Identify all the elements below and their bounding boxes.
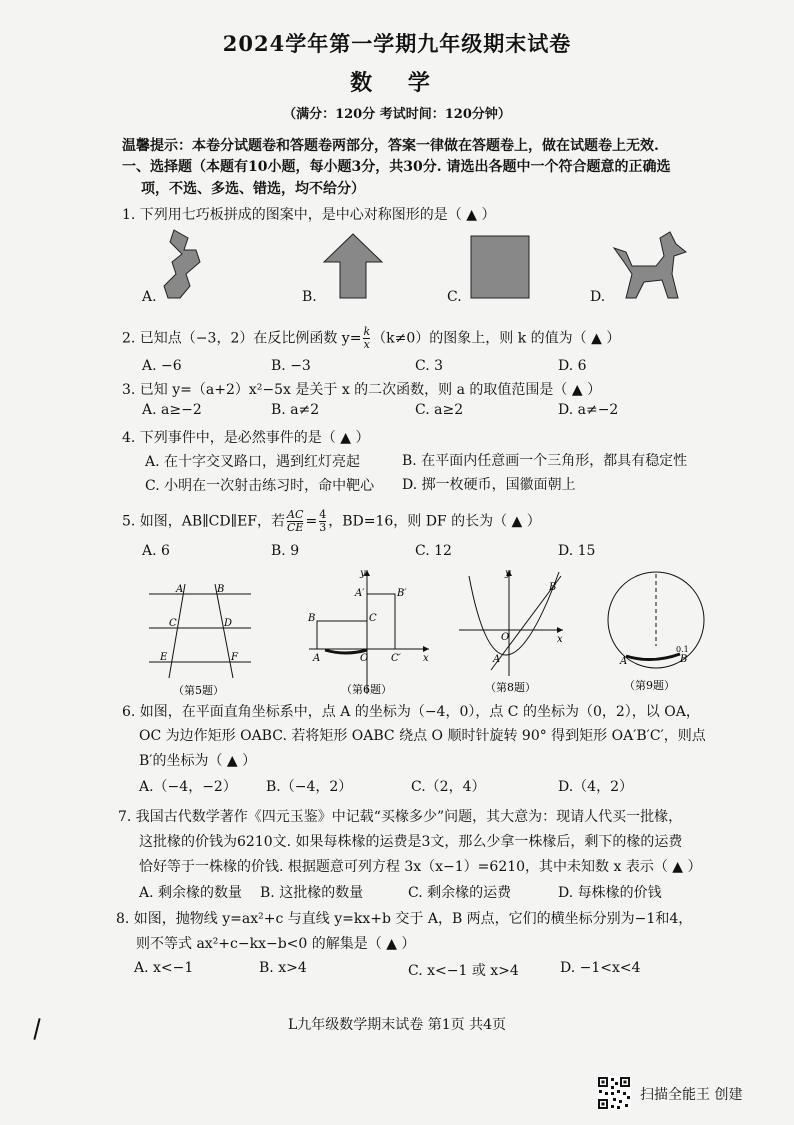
fig6-label-b-prime: B′: [397, 588, 407, 599]
q5-fraction: [287, 509, 303, 534]
q5-frac-den: CE: [287, 521, 304, 534]
figure-6: [305, 566, 435, 698]
q2-option-c: C. 3: [415, 358, 444, 374]
q7-option-d: D. 每株椽的价钱: [558, 885, 662, 901]
q5-option-c: C. 12: [415, 543, 452, 559]
q3-option-c: C. a≥2: [415, 402, 464, 418]
q4-option-c: C. 小明在一次射击练习时，命中靶心: [145, 478, 375, 494]
fig6-label-o: O: [360, 653, 369, 664]
q2-option-a: A. −6: [142, 358, 182, 374]
q3-stem: 3. 已知 y=（a+2）x²−5x 是关于 x 的二次函数，则 a 的取值范围是（ ▲ ）: [122, 382, 602, 398]
q5-frac-num: AC: [287, 508, 304, 521]
fig6-label-y: y: [360, 568, 366, 579]
fig5-label-f: F: [231, 652, 238, 663]
fig8-label-a: A: [493, 654, 501, 665]
q8-option-a: A. x<−1: [134, 960, 194, 976]
q5-stem: [122, 509, 541, 534]
fig6-label-b: B: [308, 613, 316, 624]
q1-option-d: D.: [590, 289, 606, 305]
q4-option-b: B. 在平面内任意画一个三角形，都具有稳定性: [402, 453, 688, 469]
fig9-label-b: B: [680, 654, 688, 665]
q8-option-b: B. x>4: [259, 960, 307, 976]
fig8-label-o: O: [501, 632, 510, 643]
q6-option-a: A.（−4，−2）: [139, 779, 237, 795]
scanner-watermark: 扫描全能王 创建: [640, 1087, 743, 1103]
fig5-label-d: D: [224, 618, 233, 629]
q6-option-d: D.（4，2）: [558, 779, 633, 795]
q7-line2: 这批椽的价钱为6210文. 如果每株椽的运费是3文，那么少拿一株椽后，剩下的椽的运费: [139, 834, 683, 850]
q8-line2: 则不等式 ax²+c−kx−b<0 的解集是（ ▲ ）: [136, 936, 416, 952]
q5-option-b: B. 9: [271, 543, 300, 559]
q4-option-a: A. 在十字交叉路口，遇到红灯亮起: [145, 454, 361, 470]
q1-stem: 1. 下列用七巧板拼成的图案中，是中心对称图形的是（ ▲ ）: [122, 207, 496, 223]
fig5-label-b: B: [217, 584, 225, 595]
exam-info: （满分：120分 考试时间：120分钟）: [283, 107, 511, 122]
q2-stem-a: 2. 已知点（−3，2）在反比例函数 y=: [122, 330, 362, 347]
q1-figure-d: [612, 230, 688, 302]
q3-option-b: B. a≠2: [271, 402, 320, 418]
q3-option-d: D. a≠−2: [558, 402, 619, 418]
fig6-label-a-prime: A′: [355, 588, 365, 599]
q1-option-c: C.: [447, 289, 462, 305]
figure-5: [145, 580, 255, 698]
q2-frac-num: k: [363, 325, 371, 338]
q8-option-d: D. −1<x<4: [560, 960, 641, 976]
fig6-caption: （第6题）: [341, 683, 392, 696]
q2-stem-b: （k≠0）的图象上，则 k 的值为（ ▲ ）: [372, 330, 621, 347]
q1-option-a: A.: [142, 289, 157, 305]
fig5-label-c: C: [169, 618, 177, 629]
page-footer: L九年级数学期末试卷 第1页 共4页: [287, 1017, 506, 1033]
fig6-label-c-prime: C′: [391, 653, 401, 664]
q1-figure-a: [160, 228, 210, 304]
q7-option-a: A. 剩余椽的数量: [139, 885, 243, 901]
q2-frac-den: x: [363, 338, 370, 351]
section1-heading-line2: 项，不选、多选、错选，均不给分）: [141, 181, 365, 197]
q1-option-b: B.: [302, 289, 317, 305]
fig6-label-c: C: [369, 613, 377, 624]
fig8-label-x: x: [557, 634, 563, 645]
q6-line1: 6. 如图，在平面直角坐标系中，点 A 的坐标为（−4，0），点 C 的坐标为（0，2），以 OA，: [122, 704, 700, 720]
q6-option-c: C.（2，4）: [411, 779, 486, 795]
fig8-label-b: B: [549, 582, 557, 593]
q5-stem-b: =: [305, 513, 318, 530]
q5-frac2-den: 3: [319, 521, 327, 534]
fig8-label-y: y: [505, 568, 511, 579]
q7-line1: 7. 我国古代数学著作《四元玉鉴》中记载“买椽多少”问题，其大意为：现请人代买一批椽，: [118, 809, 683, 825]
q6-line3: B′的坐标为（ ▲ ）: [139, 753, 257, 769]
q2-stem: [122, 326, 620, 351]
q4-option-d: D. 掷一枚硬币，国徽面朝上: [402, 477, 576, 493]
q5-frac2-num: 4: [319, 508, 327, 521]
fig5-caption: （第5题）: [173, 684, 224, 697]
q1-figure-b: [322, 232, 384, 300]
q2-option-d: D. 6: [558, 358, 587, 374]
q6-line2: OC 为边作矩形 OABC. 若将矩形 OABC 绕点 O 顺时针旋转 90° 得到矩形 OA′B′C′，则点: [139, 728, 706, 744]
fig8-caption: （第8题）: [485, 681, 536, 694]
exam-title: 2024学年第一学期九年级期末试卷: [222, 31, 572, 56]
q1-figure-c: [470, 235, 532, 301]
fig6-label-x: x: [423, 653, 429, 664]
fig9-label-measure: 0.1: [676, 645, 689, 654]
q4-stem: 4. 下列事件中，是必然事件的是（ ▲ ）: [122, 430, 370, 446]
figure-9: [600, 566, 712, 696]
subject-title: 数 学: [350, 70, 444, 96]
q6-option-b: B.（−4，2）: [266, 779, 353, 795]
q8-option-c: C. x<−1 或 x>4: [408, 963, 519, 979]
tip-text: 温馨提示：本卷分试题卷和答题卷两部分，答案一律做在答题卷上，做在试题卷上无效.: [122, 138, 659, 154]
q5-fraction-2: [319, 509, 326, 534]
q5-option-a: A. 6: [142, 543, 170, 559]
fig5-label-e: E: [160, 652, 168, 663]
q2-fraction: [363, 326, 370, 351]
fig5-label-a: A: [176, 584, 184, 595]
q7-option-c: C. 剩余椽的运费: [408, 885, 512, 901]
figure-8: [455, 566, 567, 696]
fig9-label-a: A: [620, 656, 628, 667]
q3-option-a: A. a≥−2: [142, 402, 202, 418]
fig6-label-a: A: [313, 653, 321, 664]
q5-option-d: D. 15: [558, 543, 596, 559]
q5-stem-a: 5. 如图，AB∥CD∥EF，若: [122, 513, 286, 530]
q7-option-b: B. 这批椽的数量: [260, 885, 364, 901]
section1-heading-line1: 一、选择题（本题有10小题，每小题3分，共30分. 请选出各题中一个符合题意的正确选: [122, 159, 671, 175]
fig9-caption: （第9题）: [624, 679, 675, 692]
q5-stem-c: ，BD=16，则 DF 的长为（ ▲ ）: [328, 513, 541, 530]
q7-line3: 恰好等于一株椽的价钱. 根据题意可列方程 3x（x−1）=6210，其中未知数 x 表示（ ▲ ）: [139, 859, 702, 875]
q8-line1: 8. 如图，抛物线 y=ax²+c 与直线 y=kx+b 交于 A，B 两点，它们的横坐标分别为−1和4，: [116, 911, 693, 927]
qr-code-icon: [597, 1076, 631, 1110]
q2-option-b: B. −3: [271, 358, 311, 374]
